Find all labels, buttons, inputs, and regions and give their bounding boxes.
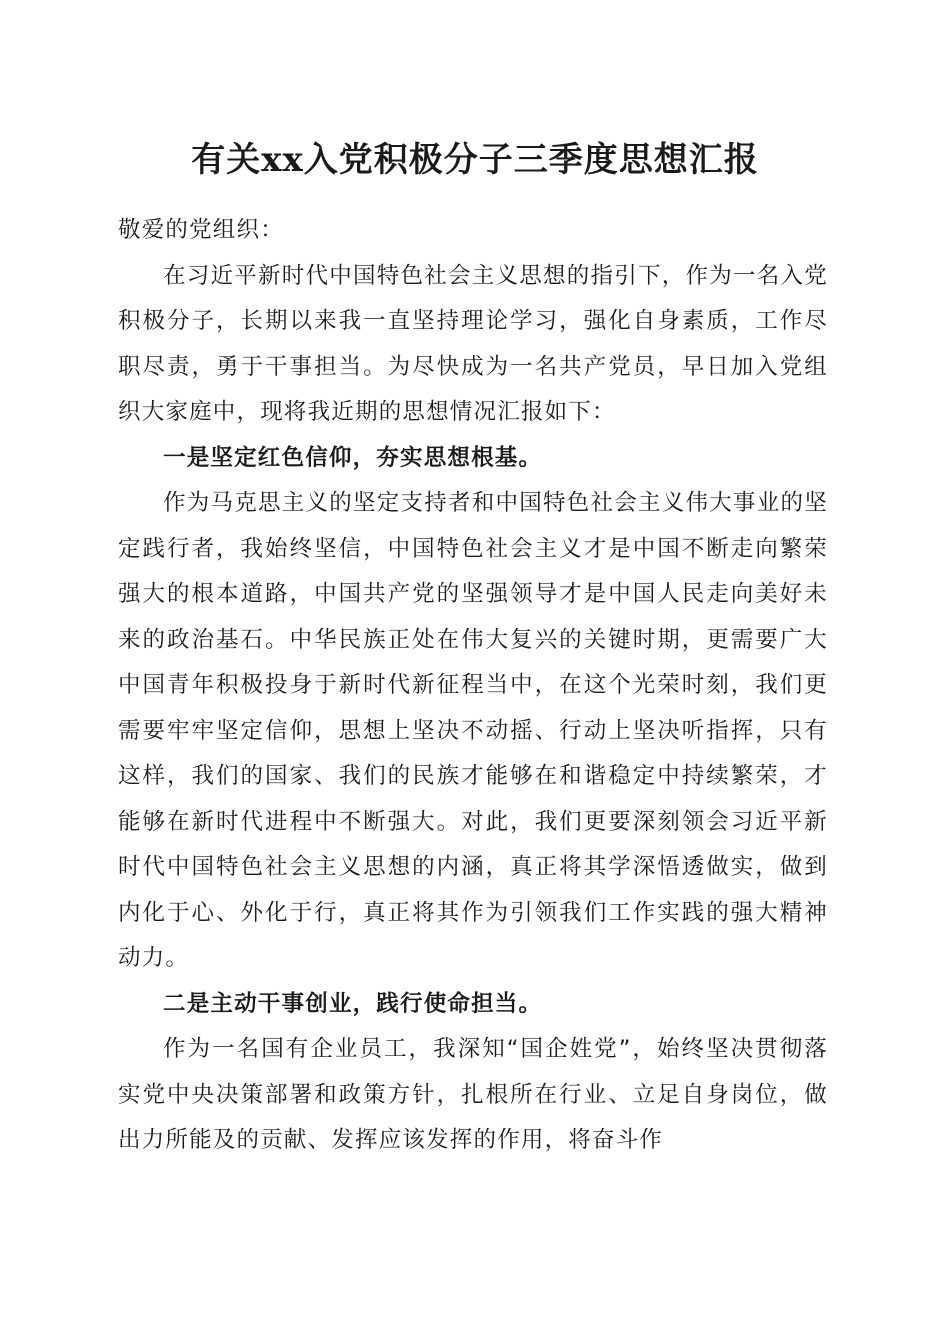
document-title: 有关xx入党积极分子三季度思想汇报 — [191, 140, 759, 180]
salutation: 敬爱的党组织： — [118, 217, 284, 243]
paragraph-intro: 在习近平新时代中国特色社会主义思想的指引下，作为一名入党积极分子，长期以来我一直坚持理论学习，强化自身素质，工作尽职尽责，勇于干事担当。为尽快成为一名共产党员，早日加入党组织大家庭中，现将我近期的思想情况汇报如下： — [118, 262, 828, 425]
section-heading-1: 一是坚定红色信仰，夯实思想根基。 — [163, 444, 543, 471]
section-heading-2: 二是主动干事创业，践行使命担当。 — [163, 990, 543, 1017]
paragraph-section-1: 作为马克思主义的坚定支持者和中国特色社会主义伟大事业的坚定践行者，我始终坚信，中国特色社会主义才是中国不断走向繁荣强大的根本道路，中国共产党的坚强领导才是中国人民走向美好未来的政治基石。中华民族正处在伟大复兴的关键时期，更需要广大中国青年积极投身于新时代新征程当中，在这个光荣时刻，我们更需要牢牢坚定信仰，思想上坚决不动摇、行动上坚决听指挥，只有这样，我们的国家、我们的民族才能够在和谐稳定中持续繁荣，才能够在新时代进程中不断强大。对此，我们更要深刻领会习近平新时代中国特色社会主义思想的内涵，真正将其学深悟透做实，做到内化于心、外化于行，真正将其作为引领我们工作实践的强大精神动力。 — [118, 490, 828, 971]
document-body — [118, 208, 828, 1164]
paragraph-section-2: 作为一名国有企业员工，我深知“国企姓党”，始终坚决贯彻落实党中央决策部署和政策方针，扎根所在行业、立足自身岗位，做出力所能及的贡献、发挥应该发挥的作用，将奋斗作 — [118, 1036, 828, 1153]
